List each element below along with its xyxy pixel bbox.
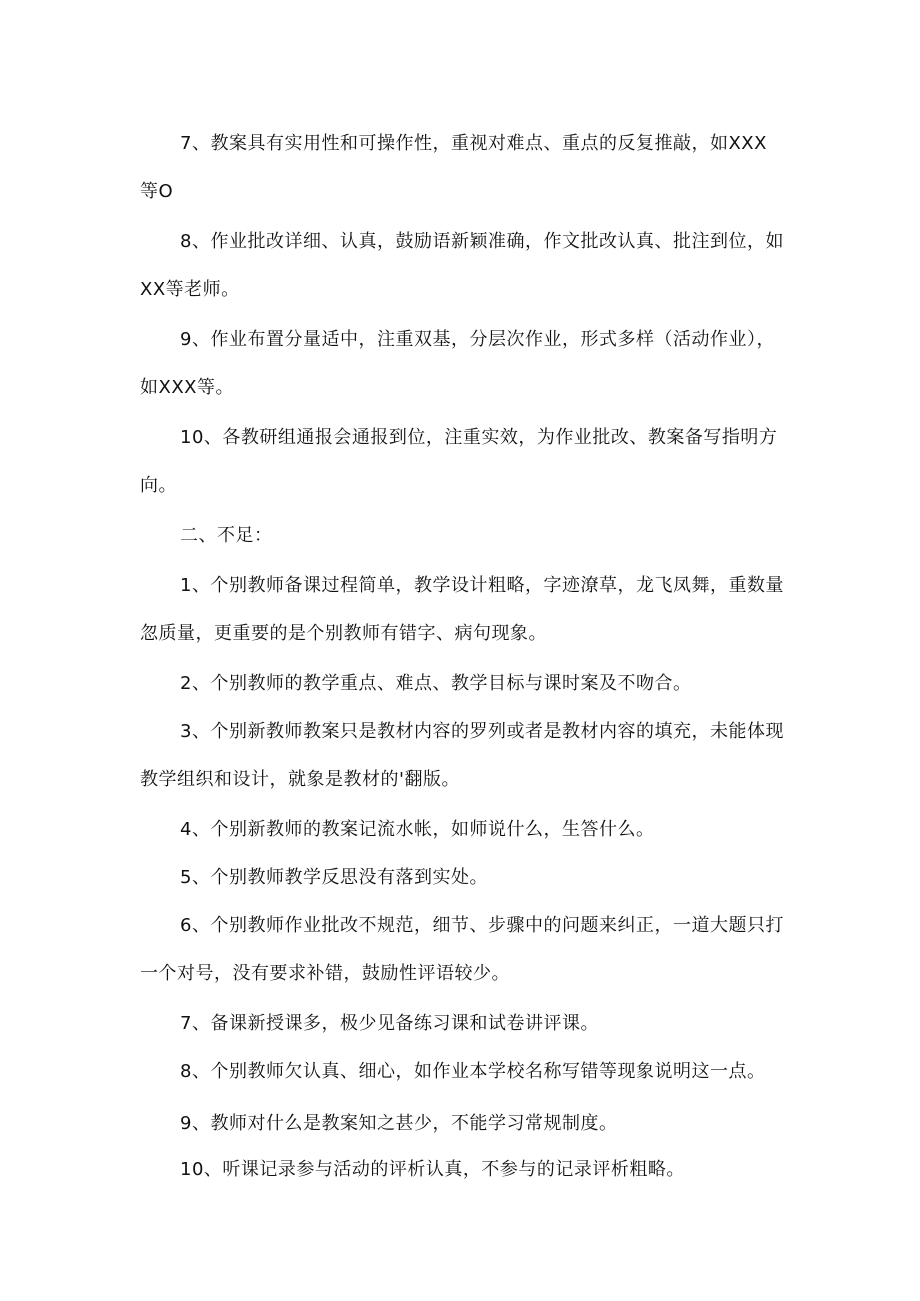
paragraph-shortcoming-7: 7、备课新授课多，极少见备练习课和试卷讲评课。 — [180, 1013, 599, 1034]
paragraph-shortcoming-6: 6、个别教师作业批改不规范，细节、步骤中的问题来纠正，一道大题只打一个对号，没有要求补错，鼓励性评语较少。 — [140, 915, 784, 984]
paragraph-strength-9: 9、作业布置分量适中，注重双基，分层次作业，形式多样（活动作业），如XXX等。 — [140, 329, 775, 398]
paragraph-shortcoming-9: 9、教师对什么是教案知之甚少，不能学习常规制度。 — [180, 1113, 618, 1134]
paragraph-shortcoming-10: 10、听课记录参与活动的评析认真，不参与的记录评析粗略。 — [180, 1159, 685, 1180]
paragraph-shortcoming-8: 8、个别教师欠认真、细心，如作业本学校名称写错等现象说明这一点。 — [180, 1061, 766, 1082]
paragraph-shortcoming-5: 5、个别教师教学反思没有落到实处。 — [180, 867, 488, 888]
paragraph-strength-7: 7、教案具有实用性和可操作性，重视对难点、重点的反复推敲，如XXX等O — [140, 133, 767, 202]
paragraph-strength-8: 8、作业批改详细、认真，鼓励语新颖准确，作文批改认真、批注到位，如XX等老师。 — [140, 231, 784, 300]
paragraph-shortcoming-2: 2、个别教师的教学重点、难点、教学目标与课时案及不吻合。 — [180, 673, 692, 694]
paragraph-shortcoming-4: 4、个别新教师的教案记流水帐，如师说什么，生答什么。 — [180, 819, 655, 840]
paragraph-shortcoming-3: 3、个别新教师教案只是教材内容的罗列或者是教材内容的填充，未能体现教学组织和设计，就象是教材的'翻版。 — [140, 721, 784, 790]
paragraph-strength-10: 10、各教研组通报会通报到位，注重实效，为作业批改、教案备写指明方向。 — [140, 427, 778, 496]
paragraph-shortcoming-1: 1、个别教师备课过程简单，教学设计粗略，字迹潦草，龙飞凤舞，重数量忽质量，更重要的是个别教师有错字、病句现象。 — [140, 575, 784, 644]
section-heading-shortcomings: 二、不足： — [180, 525, 273, 546]
